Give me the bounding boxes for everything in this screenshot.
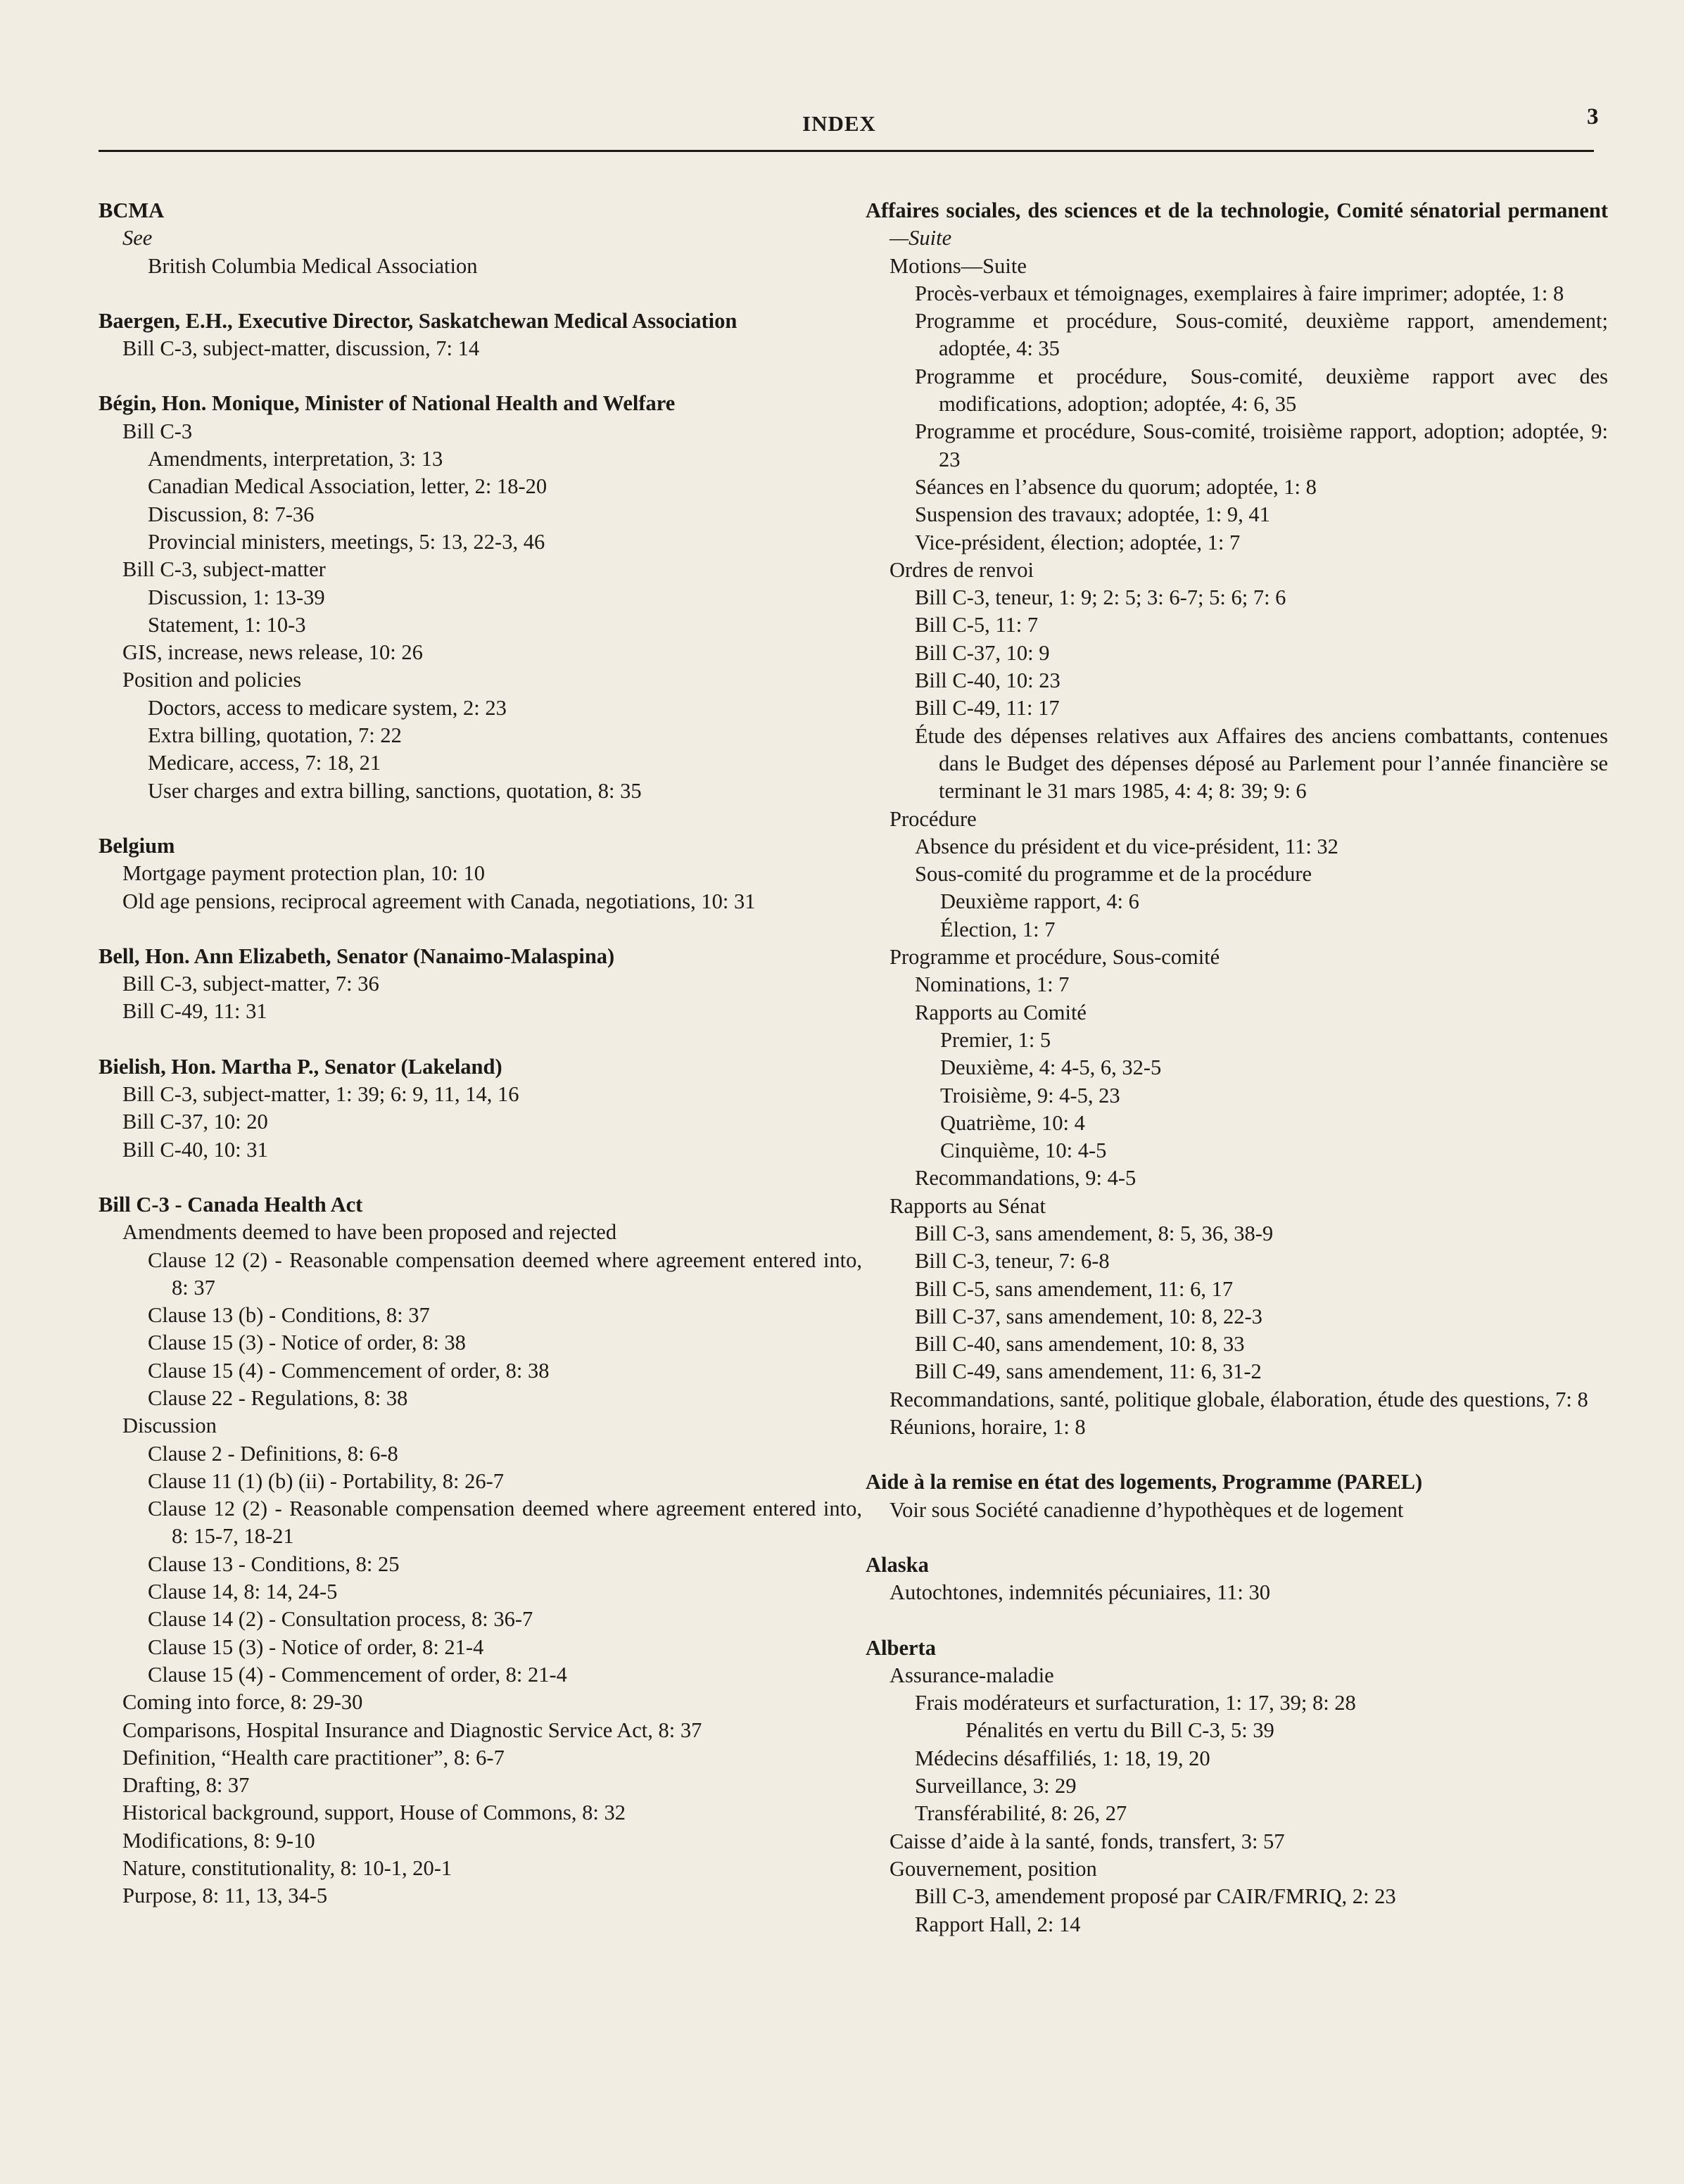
index-subentry: Procès-verbaux et témoignages, exemplaires à faire imprimer; adoptée, 1: 8 [915, 281, 1564, 305]
index-subentry: Caisse d’aide à la santé, fonds, transfert, 3: 57 [890, 1829, 1285, 1853]
index-subentry: Bill C-3, subject-matter, 1: 39; 6: 9, 11, 14, 16 [122, 1082, 519, 1107]
index-subentry: Clause 22 - Regulations, 8: 38 [148, 1385, 408, 1410]
index-subentry: Programme et procédure, Sous-comité, deuxième rapport avec des modifications, adoption; adoptée, 4: 6, 35 [915, 364, 1608, 417]
index-subentry: Gouvernement, position [890, 1856, 1097, 1881]
index-subentry: Absence du président et du vice-président, 11: 32 [915, 834, 1338, 858]
index-subentry: Programme et procédure, Sous-comité, deuxième rapport, amendement; adoptée, 4: 35 [915, 309, 1608, 361]
index-subentry: Clause 15 (4) - Commencement of order, 8: 21-4 [148, 1662, 567, 1687]
index-entry [99, 390, 862, 804]
index-subentry: Discussion [122, 1414, 217, 1438]
index-subentry: Nature, constitutionality, 8: 10-1, 20-1 [122, 1856, 452, 1881]
index-subentry: Clause 13 - Conditions, 8: 25 [148, 1551, 400, 1576]
right-column [866, 197, 1608, 1966]
index-subentry: Comparisons, Hospital Insurance and Diagnostic Service Act, 8: 37 [122, 1718, 702, 1742]
index-subentry: Troisième, 9: 4-5, 23 [940, 1083, 1120, 1107]
index-subentry: Rapports au Sénat [890, 1193, 1046, 1218]
index-subentry: Rapports au Comité [915, 1000, 1087, 1024]
index-subentry: Discussion, 8: 7-36 [148, 502, 315, 526]
index-entry [866, 1468, 1608, 1524]
index-entry [99, 307, 862, 363]
index-entry-heading: Affaires sociales, des sciences et de la technologie, Comité sénatorial permanent—Suite [866, 198, 1608, 250]
index-subentry: Séances en l’absence du quorum; adoptée, 1: 8 [915, 474, 1317, 499]
index-entry [99, 832, 862, 915]
index-subentry: Definition, “Health care practitioner”, 8: 6-7 [122, 1745, 505, 1770]
index-subentry: Clause 11 (1) (b) (ii) - Portability, 8: 26-7 [148, 1468, 504, 1493]
index-subentry: Bill C-37, 10: 9 [915, 640, 1050, 665]
index-subentry: Médecins désaffiliés, 1: 18, 19, 20 [915, 1746, 1210, 1770]
index-subentry: Bill C-49, 11: 31 [122, 999, 267, 1024]
index-subentry: Bill C-40, 10: 23 [915, 668, 1061, 693]
index-entry-heading: Bielish, Hon. Martha P., Senator (Lakeland) [99, 1054, 502, 1079]
index-subentry: Drafting, 8: 37 [122, 1773, 250, 1798]
index-entry-heading: Bill C-3 - Canada Health Act [99, 1192, 363, 1217]
index-subentry: Clause 12 (2) - Reasonable compensation deemed where agreement entered into, 8: 37 [148, 1247, 862, 1300]
index-entry-heading: Alaska [866, 1552, 929, 1577]
index-subentry: Coming into force, 8: 29-30 [122, 1690, 363, 1715]
header-rule [99, 150, 1594, 152]
index-subentry: Clause 13 (b) - Conditions, 8: 37 [148, 1303, 430, 1328]
index-subentry: Ordres de renvoi [890, 557, 1034, 582]
index-subentry: Bill C-3, subject-matter, discussion, 7: 14 [122, 336, 480, 361]
index-entry [99, 1191, 862, 1910]
index-subentry: Bill C-49, 11: 17 [915, 696, 1060, 720]
index-subentry: Bill C-5, sans amendement, 11: 6, 17 [915, 1276, 1234, 1301]
index-subentry: Statement, 1: 10-3 [148, 612, 306, 637]
index-subentry: Historical background, support, House of Commons, 8: 32 [122, 1801, 626, 1825]
left-column [99, 197, 862, 1938]
index-subentry: Amendments deemed to have been proposed and rejected [122, 1220, 617, 1245]
index-entry-heading: Baergen, E.H., Executive Director, Saskatchewan Medical Association [99, 308, 737, 333]
index-subentry: Rapport Hall, 2: 14 [915, 1912, 1081, 1936]
index-entry-heading: Aide à la remise en état des logements, Programme (PAREL) [866, 1470, 1423, 1494]
index-subentry: Pénalités en vertu du Bill C-3, 5: 39 [966, 1718, 1274, 1743]
index-entry [99, 943, 862, 1026]
page-number: 3 [1587, 104, 1599, 129]
index-subentry: Suspension des travaux; adoptée, 1: 9, 41 [915, 502, 1270, 527]
index-subentry: See [122, 226, 153, 250]
index-subentry: Réunions, horaire, 1: 8 [890, 1415, 1086, 1440]
index-subentry: Amendments, interpretation, 3: 13 [148, 447, 443, 471]
page-header-title: INDEX [802, 111, 876, 136]
index-entry-heading: BCMA [99, 198, 165, 222]
index-subentry: Bill C-40, sans amendement, 10: 8, 33 [915, 1332, 1245, 1357]
index-subentry: Bill C-3, sans amendement, 8: 5, 36, 38-9 [915, 1221, 1274, 1245]
index-subentry: Vice-président, élection; adoptée, 1: 7 [915, 530, 1241, 554]
index-subentry: Clause 14, 8: 14, 24-5 [148, 1580, 338, 1604]
index-subentry: Bill C-5, 11: 7 [915, 613, 1039, 637]
index-subentry: Programme et procédure, Sous-comité, troisième rapport, adoption; adoptée, 9: 23 [915, 419, 1608, 471]
index-subentry: Quatrième, 10: 4 [940, 1110, 1085, 1135]
index-subentry: Doctors, access to medicare system, 2: 23 [148, 695, 507, 720]
index-subentry: Voir sous Société canadienne d’hypothèques et de logement [890, 1497, 1404, 1522]
index-entry-heading: Alberta [866, 1635, 936, 1660]
index-subentry: Nominations, 1: 7 [915, 972, 1070, 997]
index-subentry: Provincial ministers, meetings, 5: 13, 22-3, 46 [148, 529, 545, 554]
index-subentry: Surveillance, 3: 29 [915, 1774, 1077, 1798]
index-subentry: Medicare, access, 7: 18, 21 [148, 751, 381, 775]
index-subentry: Clause 15 (4) - Commencement of order, 8: 38 [148, 1358, 550, 1383]
index-subentry: Étude des dépenses relatives aux Affaires des anciens combattants, contenues dans le Budget des dépenses déposé au Parlement pour l’année financière se terminant le 31 mars 1985, 4: 4; 8: 39; 9: 6 [915, 723, 1608, 804]
index-subentry: Bill C-3 [122, 419, 193, 443]
index-subentry: Deuxième, 4: 4-5, 6, 32-5 [940, 1055, 1162, 1080]
index-subentry: Bill C-37, sans amendement, 10: 8, 22-3 [915, 1304, 1262, 1328]
index-entry [866, 197, 1608, 1441]
index-subentry: Assurance-maladie [890, 1663, 1054, 1687]
index-subentry: Bill C-3, amendement proposé par CAIR/FMRIQ, 2: 23 [915, 1884, 1396, 1909]
index-subentry: Clause 2 - Definitions, 8: 6-8 [148, 1441, 398, 1466]
index-subentry: Frais modérateurs et surfacturation, 1: 17, 39; 8: 28 [915, 1691, 1356, 1715]
index-entry-heading: Bell, Hon. Ann Elizabeth, Senator (Nanaimo-Malaspina) [99, 944, 615, 968]
index-subentry: Discussion, 1: 13-39 [148, 585, 325, 609]
index-subentry: Bill C-3, teneur, 1: 9; 2: 5; 3: 6-7; 5: 6; 7: 6 [915, 585, 1286, 610]
index-entry-heading: Belgium [99, 833, 175, 858]
index-entry [866, 1551, 1608, 1607]
index-entry-heading: Bégin, Hon. Monique, Minister of National Health and Welfare [99, 391, 676, 416]
index-subentry: Purpose, 8: 11, 13, 34-5 [122, 1884, 328, 1908]
index-subentry: Recommandations, santé, politique globale, élaboration, étude des questions, 7: 8 [890, 1387, 1588, 1411]
index-subentry: Motions—Suite [890, 253, 1027, 278]
index-subentry: Mortgage payment protection plan, 10: 10 [122, 861, 485, 886]
index-subentry: Sous-comité du programme et de la procédure [915, 862, 1312, 887]
index-subentry: Bill C-3, subject-matter, 7: 36 [122, 972, 379, 996]
index-subentry: Bill C-40, 10: 31 [122, 1137, 268, 1162]
index-subentry: Programme et procédure, Sous-comité [890, 945, 1220, 970]
index-subentry: Bill C-3, subject-matter [122, 557, 326, 582]
index-subentry: Old age pensions, reciprocal agreement with Canada, negotiations, 10: 31 [122, 889, 756, 913]
index-subentry: Modifications, 8: 9-10 [122, 1828, 315, 1853]
index-entry [99, 1053, 862, 1164]
index-subentry: Extra billing, quotation, 7: 22 [148, 723, 402, 748]
index-subentry: Élection, 1: 7 [940, 917, 1056, 941]
index-subentry: GIS, increase, news release, 10: 26 [122, 640, 423, 665]
index-subentry: Premier, 1: 5 [940, 1027, 1051, 1052]
index-entry [99, 197, 862, 280]
index-subentry: Procédure [890, 806, 977, 831]
index-subentry: Position and policies [122, 668, 302, 692]
index-subentry: Cinquième, 10: 4-5 [940, 1138, 1107, 1163]
index-subentry: Deuxième rapport, 4: 6 [940, 889, 1139, 914]
index-subentry: Recommandations, 9: 4-5 [915, 1166, 1137, 1191]
index-subentry: Autochtones, indemnités pécuniaires, 11: 30 [890, 1580, 1270, 1605]
index-subentry: Bill C-37, 10: 20 [122, 1110, 268, 1134]
index-subentry: Clause 15 (3) - Notice of order, 8: 21-4 [148, 1634, 484, 1659]
index-entry [866, 1634, 1608, 1938]
index-subentry: Clause 12 (2) - Reasonable compensation deemed where agreement entered into, 8: 15-7, 18-21 [148, 1497, 862, 1549]
index-subentry: Bill C-49, sans amendement, 11: 6, 31-2 [915, 1359, 1262, 1384]
index-subentry: Transférabilité, 8: 26, 27 [915, 1801, 1127, 1826]
index-subentry: Bill C-3, teneur, 7: 6-8 [915, 1249, 1110, 1274]
index-subentry: Clause 14 (2) - Consultation process, 8: 36-7 [148, 1607, 533, 1632]
index-subentry: User charges and extra billing, sanctions, quotation, 8: 35 [148, 778, 642, 803]
index-subentry: Clause 15 (3) - Notice of order, 8: 38 [148, 1331, 466, 1355]
index-subentry: British Columbia Medical Association [148, 253, 478, 278]
index-subentry: Canadian Medical Association, letter, 2: 18-20 [148, 474, 547, 499]
